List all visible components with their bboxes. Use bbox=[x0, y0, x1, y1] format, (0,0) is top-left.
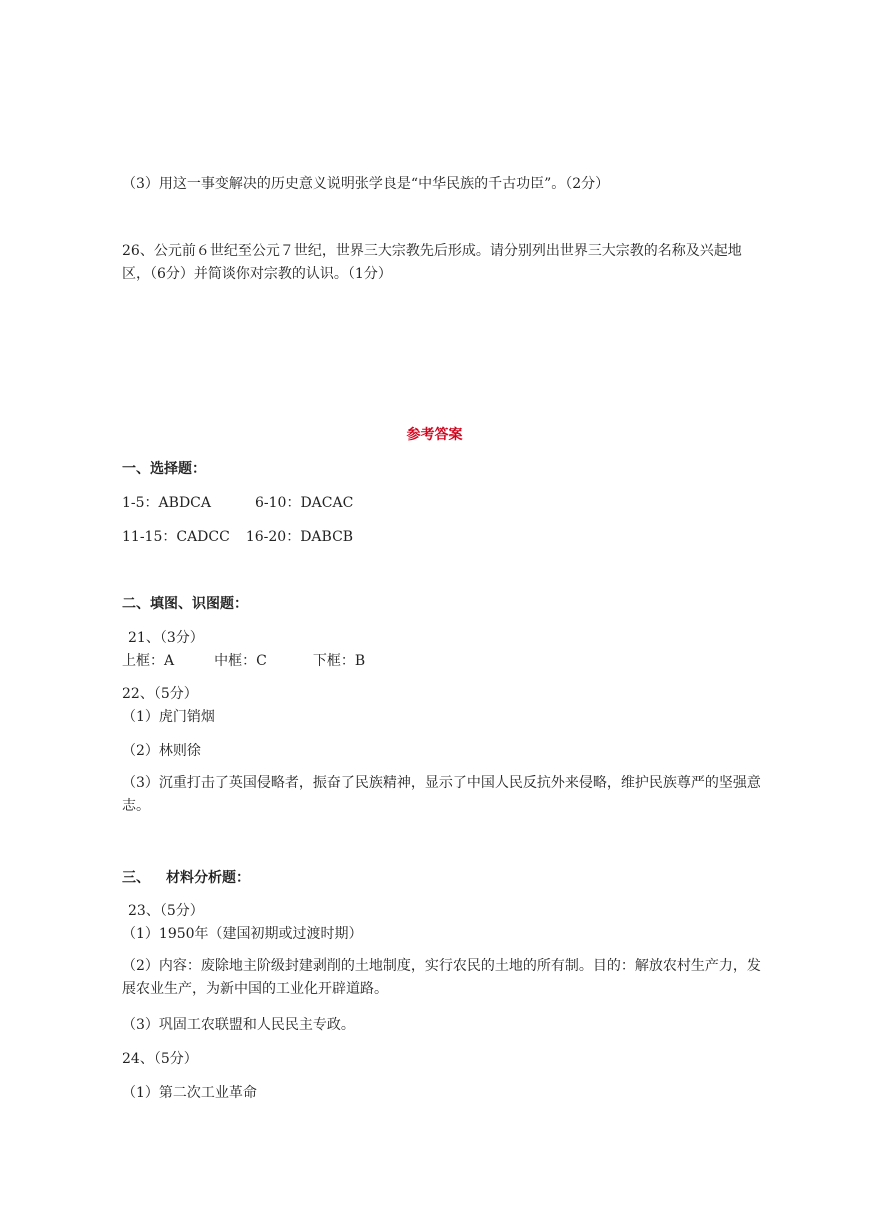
q21-lower: 下框：B bbox=[312, 653, 366, 669]
q23-label: 23、（5分） bbox=[128, 903, 204, 919]
mc-answers-11-15: 11-15：CADCC bbox=[122, 529, 230, 545]
q23-part-1: （1）1950年（建国初期或过渡时期） bbox=[122, 926, 363, 942]
section-3-number: 三、 bbox=[122, 870, 150, 886]
mc-answers-16-20: 16-20：DABCB bbox=[245, 529, 354, 545]
section-3-title: 材料分析题： bbox=[166, 870, 250, 886]
q21-middle: 中框：C bbox=[214, 653, 267, 669]
q23-part-2: （2）内容：废除地主阶级封建剥削的土地制度，实行农民的土地的所有制。目的：解放农村生产力，发展农业生产，为新中国的工业化开辟道路。 bbox=[122, 958, 761, 997]
q22-part-2: （2）林则徐 bbox=[122, 743, 201, 759]
q21-label: 21、（3分） bbox=[128, 630, 204, 646]
section-2-heading: 二、填图、识图题： bbox=[122, 596, 248, 612]
q22-part-1: （1）虎门销烟 bbox=[122, 709, 215, 725]
section-3-heading bbox=[122, 868, 250, 888]
mc-answers-6-10: 6-10：DACAC bbox=[255, 495, 354, 511]
section-1-heading: 一、选择题： bbox=[122, 461, 206, 477]
q22-part-3: （3）沉重打击了英国侵略者，振奋了民族精神，显示了中国人民反抗外来侵略，维护民族尊严的坚强意志。 bbox=[122, 775, 761, 814]
q24-part-1: （1）第二次工业革命 bbox=[122, 1085, 257, 1101]
q21-answers bbox=[122, 651, 365, 671]
question-26: 26、公元前６世纪至公元７世纪，世界三大宗教先后形成。请分别列出世界三大宗教的名称及兴起地区，（6分）并简谈你对宗教的认识。（1分） bbox=[122, 243, 742, 282]
q23-part-3: （3）巩固工农联盟和人民民主专政。 bbox=[122, 1017, 355, 1033]
mc-answers-row-2 bbox=[122, 527, 353, 547]
q21-upper: 上框：A bbox=[122, 653, 175, 669]
answer-title: 参考答案 bbox=[406, 427, 463, 443]
q22-label: 22、（5分） bbox=[122, 686, 198, 702]
mc-answers-row-1 bbox=[122, 493, 353, 513]
q24-label: 24、（5分） bbox=[122, 1051, 198, 1067]
mc-answers-1-5: 1-5：ABDCA bbox=[122, 495, 211, 511]
question-25-part-3: （3）用这一事变解决的历史意义说明张学良是“中华民族的千古功臣”。（2分） bbox=[122, 176, 610, 192]
